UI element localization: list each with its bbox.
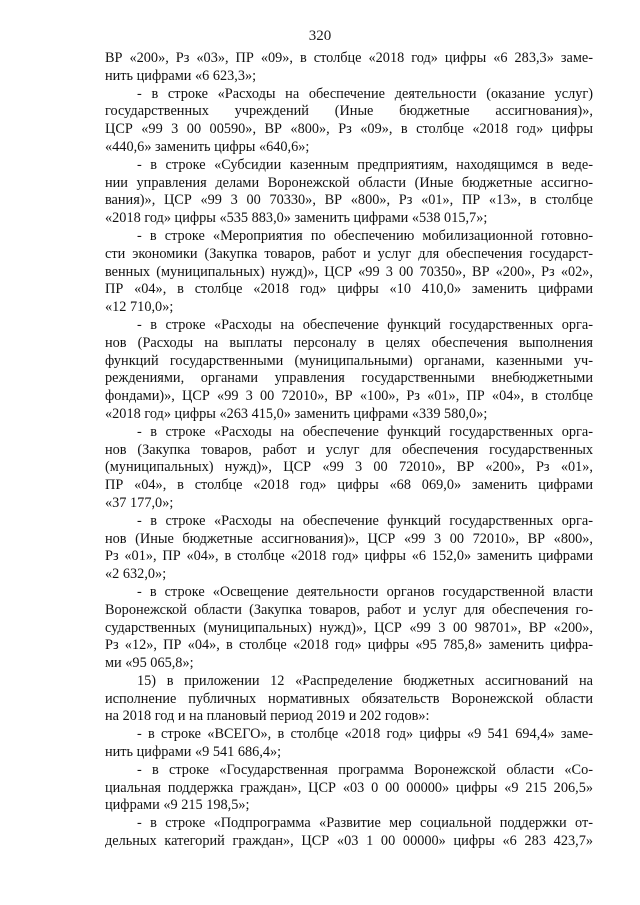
text-line: на 2018 год и на плановый период 2019 и 202 годов»: (105, 708, 430, 725)
text-line: ПР «04», в столбце «2018 год» цифры «68 069,0» заменить цифрами (105, 477, 593, 494)
text-line: - в строке «Расходы на обеспечение функций государственных орга- (137, 423, 593, 440)
text-line: Воронежской области (Закупка товаров, работ и услуг для обеспечения го- (105, 601, 593, 618)
text-line: функций государственными (муниципальными) органами, казенными уч- (105, 352, 593, 369)
text-line: Рз «01», ПР «04», в столбце «2018 год» цифры «6 152,0» заменить цифрами (105, 548, 593, 565)
text-line: - в строке «Расходы на обеспечение функций государственных орга- (137, 512, 593, 529)
text-line: (муниципальных) нужд)», ЦСР «99 3 00 72010», ВР «200», Рз «01», (105, 459, 593, 476)
text-line: Рз «12», ПР «04», в столбце «2018 год» цифры «95 785,8» заменить цифра- (105, 637, 593, 654)
text-line: - в строке «Государственная программа Воронежской области «Со- (137, 761, 593, 778)
text-line: сударственных (муниципальных) нужд)», ЦСР «99 3 00 98701», ВР «200», (105, 619, 593, 636)
text-line: - в строке «ВСЕГО», в столбце «2018 год» цифры «9 541 694,4» заме- (137, 726, 593, 743)
text-line: цифрами «9 215 198,5»; (105, 797, 250, 814)
text-line: «12 710,0»; (105, 299, 174, 316)
text-line: нить цифрами «9 541 686,4»; (105, 744, 282, 761)
text-line: - в строке «Расходы на обеспечение деятельности (оказание услуг) (137, 85, 593, 102)
text-line: вания)», ЦСР «99 3 00 70330», ВР «800», Рз «01», ПР «13», в столбце (105, 192, 593, 209)
text-line: государственных учреждений (Иные бюджетные ассигнования)», (105, 103, 593, 120)
text-line: - в строке «Подпрограмма «Развитие мер социальной поддержки от- (137, 815, 593, 832)
text-line: исполнение публичных нормативных обязательств Воронежской области (105, 690, 593, 707)
text-line: нии управления делами Воронежской области (Иные бюджетные ассигно- (105, 174, 593, 191)
text-line: 15) в приложении 12 «Распределение бюджетных ассигнований на (137, 672, 593, 689)
text-line: «37 177,0»; (105, 494, 174, 511)
text-line: ПР «04», в столбце «2018 год» цифры «10 410,0» заменить цифрами (105, 281, 593, 298)
text-line: нить цифрами «6 623,3»; (105, 67, 257, 84)
text-line: ВР «200», Рз «03», ПР «09», в столбце «2018 год» цифры «6 283,3» заме- (105, 50, 593, 66)
text-line: ми «95 065,8»; (105, 655, 194, 672)
text-line: венных (муниципальных) нужд)», ЦСР «99 3 00 70350», ВР «200», Рз «02», (105, 263, 593, 280)
text-line: - в строке «Мероприятия по обеспечению мобилизационной готовно- (137, 227, 593, 244)
text-line: нов (Иные бюджетные ассигнования)», ЦСР «99 3 00 72010», ВР «800», (105, 530, 593, 547)
text-line: ЦСР «99 3 00 00590», ВР «800», Рз «09», в столбце «2018 год» цифры (105, 121, 593, 138)
page-number: 320 (308, 28, 332, 44)
text-line: - в строке «Субсидии казенным предприятиям, находящимся в веде- (137, 156, 593, 173)
text-line: «440,6» заменить цифры «640,6»; (105, 138, 310, 155)
text-line: «2018 год» цифры «535 883,0» заменить цифрами «538 015,7»; (105, 210, 488, 227)
text-line: «2 632,0»; (105, 566, 167, 583)
text-line: дельных категорий граждан», ЦСР «03 1 00 00000» цифры «6 283 423,7» (105, 833, 593, 850)
text-line: циальная поддержка граждан», ЦСР «03 0 00 00000» цифры «9 215 206,5» (105, 779, 593, 796)
text-line: фондами)», ЦСР «99 3 00 72010», ВР «100», Рз «01», ПР «04», в столбце (105, 388, 593, 405)
text-line: нов (Расходы на выплаты персоналу в целях обеспечения выполнения (105, 334, 593, 351)
text-line: - в строке «Расходы на обеспечение функций государственных орга- (137, 316, 593, 333)
document-body (105, 50, 593, 851)
text-line: сти экономики (Закупка товаров, работ и услуг для обеспечения государст- (105, 245, 593, 262)
text-line: нов (Закупка товаров, работ и услуг для обеспечения государственных (105, 441, 593, 458)
text-line: - в строке «Освещение деятельности органов государственной власти (137, 583, 593, 600)
text-line: реждениями, органами управления государственными внебюджетными (105, 370, 593, 387)
text-line: «2018 год» цифры «263 415,0» заменить цифрами «339 580,0»; (105, 405, 488, 422)
